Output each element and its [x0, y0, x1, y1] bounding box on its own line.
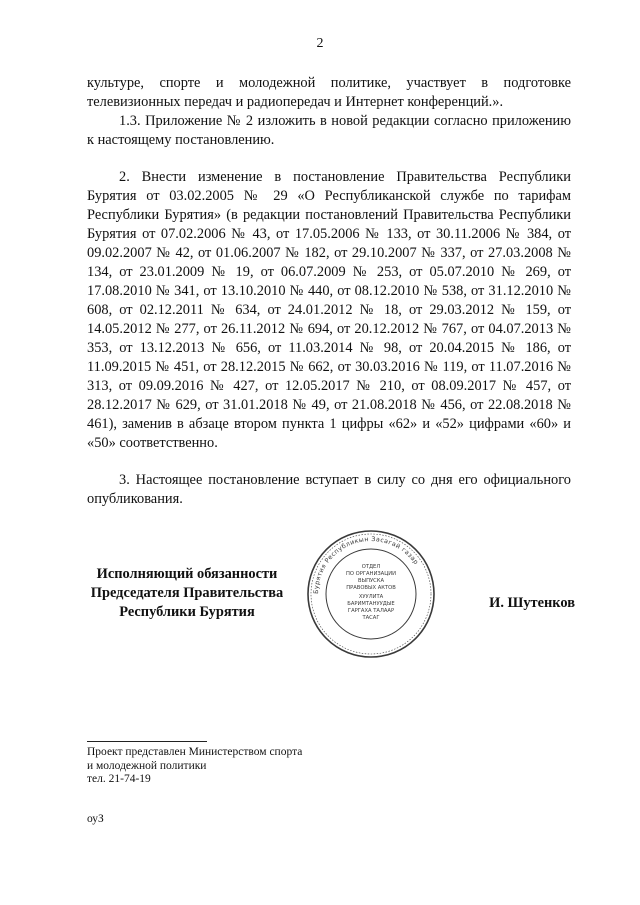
seal-line: БАРИМТАНУУДЫЕ [347, 601, 395, 607]
official-seal-icon [305, 528, 437, 660]
paragraph-2: 2. Внести изменение в постановление Правительства Республики Бурятия от 03.02.2005 № 29 «О Республиканской службе по тарифам Республики Бурятия» (в редакции постановлений Правительства Республики Бурятия от 07.02.2006 № 43, от 17.05.2006 № 133, от 30.11.2006 № 384, от 09.02.2007 № 42, от 01.06.2007 № 182, от 29.10.2007 № 337, от 27.03.2008 № 134, от 23.01.2009 № 19, от 06.07.2009 № 253, от 05.07.2010 № 269, от 17.08.2010 № 341, от 13.10.2010 № 440, от 08.12.2010 № 538, от 31.12.2010 № 608, от 02.12.2011 № 634, от 24.01.2012 № 18, от 29.03.2012 № 159, от 14.05.2012 № 277, от 26.11.2012 № 694, от 20.12.2012 № 767, от 04.07.2013 № 353, от 13.12.2013 № 656, от 11.03.2014 № 98, от 20.04.2015 № 186, от 11.09.2015 № 451, от 28.12.2015 № 662, от 30.03.2016 № 119, от 11.07.2016 № 313, от 09.09.2016 № 427, от 12.05.2017 № 210, от 08.09.2017 № 457, от 28.12.2017 № 629, от 31.01.2018 № 49, от 21.08.2018 № 456, от 22.08.2018 № 461), заменив в абзаце втором пункта 1 цифры «62» и «52» цифрами «60» и «50» соответственно. [87, 169, 571, 451]
signature-title [87, 565, 287, 622]
paragraph-continuation: культуре, спорте и молодежной политике, участвует в подготовке телевизионных передач и радиопередач и Интернет конференций.». [87, 75, 571, 110]
paragraph-3: 3. Настоящее постановление вступает в силу со дня его официального опубликования. [87, 472, 571, 507]
seal-line: ХУУЛИТА [358, 594, 384, 600]
footnote-line-2: и молодежной политики [87, 759, 207, 772]
signer-name: И. Шутенков [489, 595, 575, 611]
seal-line: ТАСАГ [362, 615, 380, 621]
paragraph-1-3: 1.3. Приложение № 2 изложить в новой редакции согласно приложению к настоящему постановлению. [87, 113, 571, 148]
signature-title-line-3: Республики Бурятия [119, 604, 255, 620]
document-code: оуЗ [87, 813, 104, 825]
footnote-line-3: тел. 21-74-19 [87, 773, 151, 785]
document-body [87, 74, 571, 509]
seal-line: ПРАВОВЫХ АКТОВ [346, 585, 396, 591]
seal-line: ГАРГАХА ТАЛААР [347, 608, 395, 614]
seal-line: ОТДЕЛ [361, 564, 381, 570]
signature-title-line-2: Председателя Правительства [90, 585, 284, 601]
seal-line: ПО ОРГАНИЗАЦИИ [345, 571, 397, 577]
seal-line: ВЫПУСКА [357, 578, 385, 584]
footnote-divider [87, 741, 207, 742]
footnote-line-1: Проект представлен Министерством спорта [87, 746, 303, 758]
seal-ring-text: Бурятия Республикын Засагай газар [312, 535, 420, 595]
signature-title-line-1: Исполняющий обязанности [96, 566, 278, 582]
page-number: 2 [316, 36, 324, 51]
footnote [87, 746, 302, 787]
